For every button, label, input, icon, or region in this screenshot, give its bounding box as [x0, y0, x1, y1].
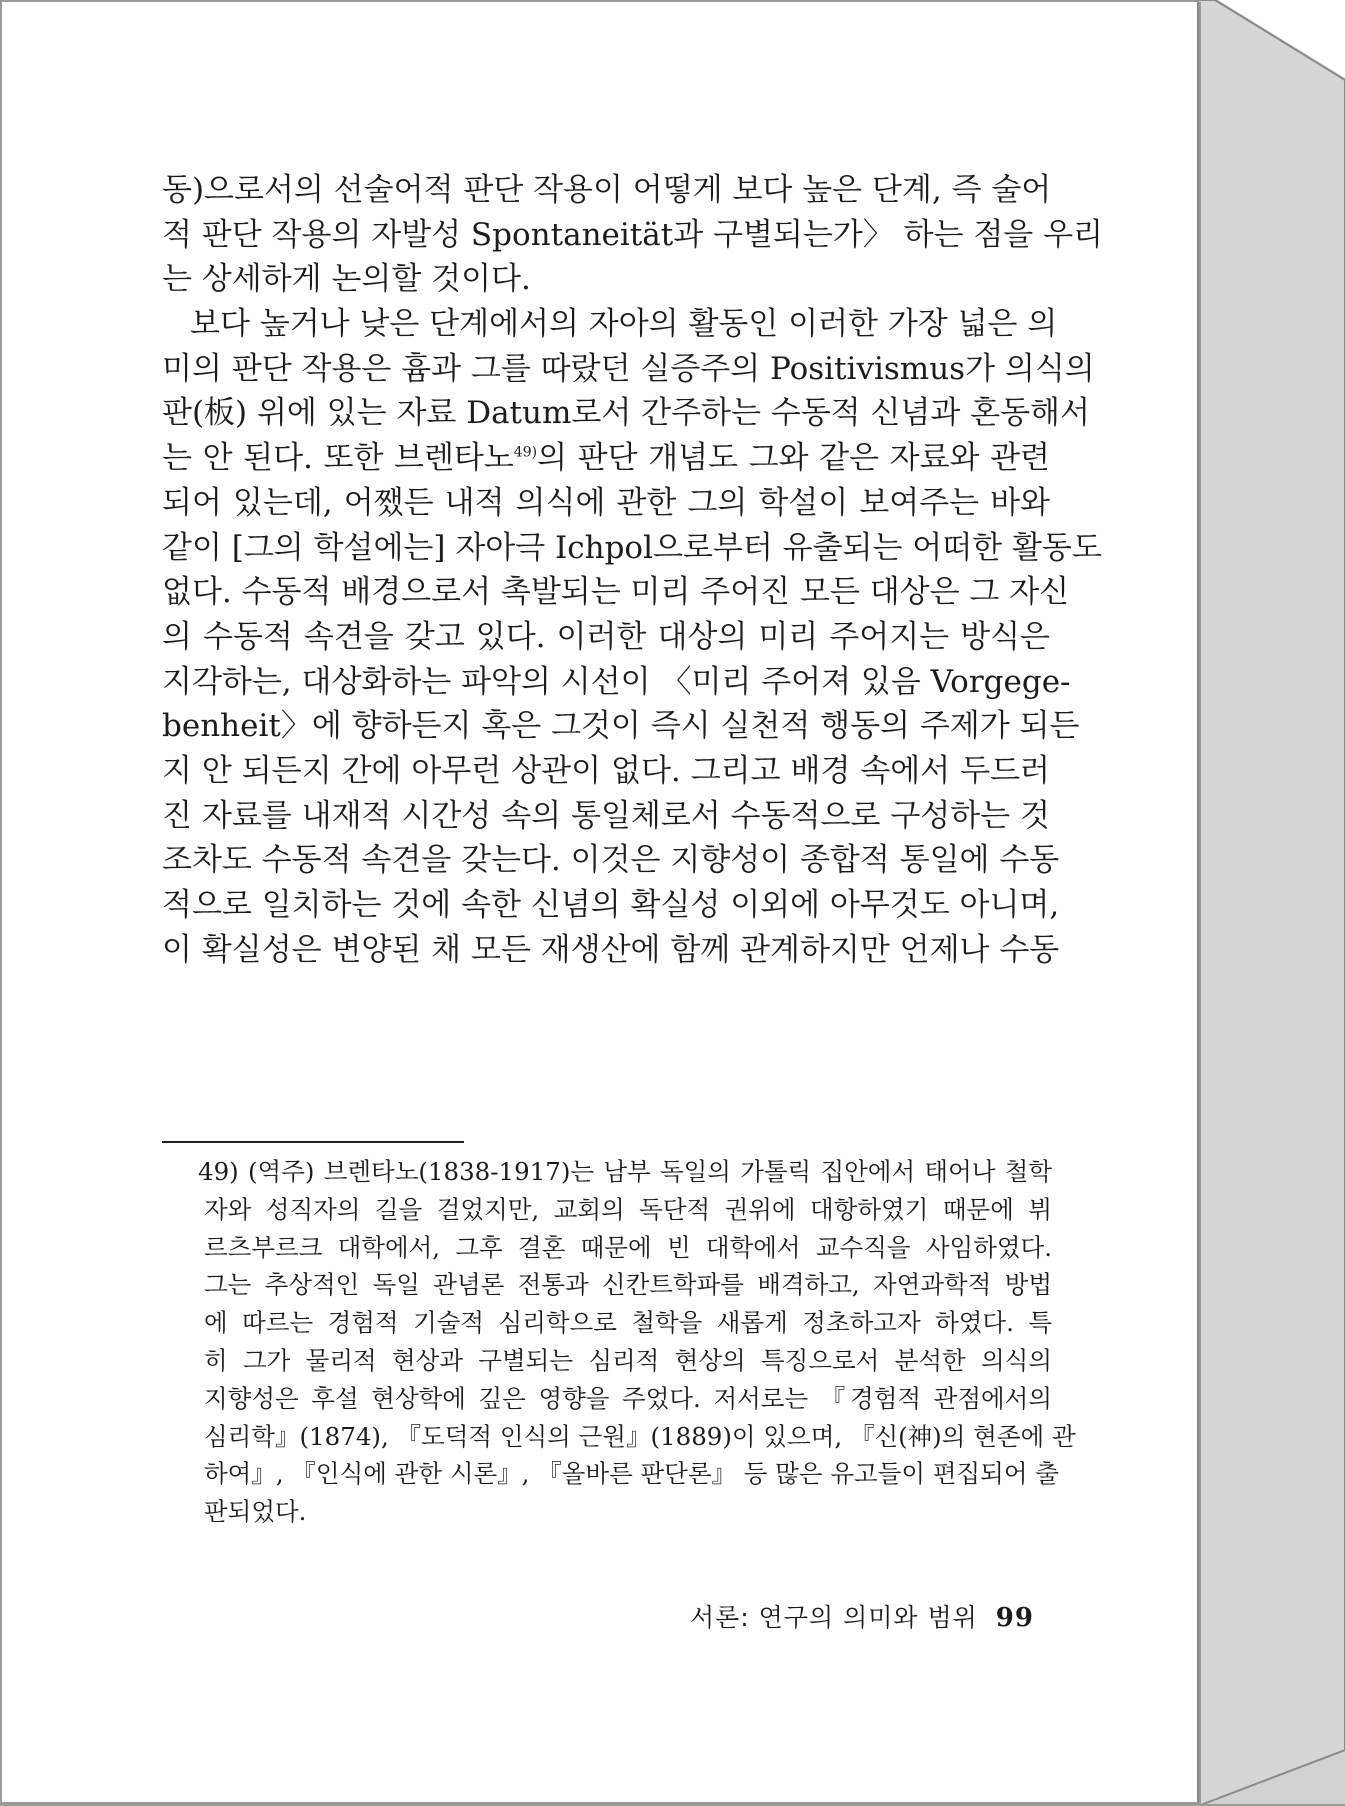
body-line-head: 는 안 된다. 또한 브렌타노	[162, 440, 514, 477]
footnote-line: 자와 성직자의 길을 걸었지만, 교회의 독단적 권위에 대항하였기 때문에 뷔	[204, 1194, 1052, 1224]
body-line: 판(板) 위에 있는 자료 Datum로서 간주하는 수동적 신념과 혼동해서	[162, 395, 1090, 432]
body-line: 의 수동적 속견을 갖고 있다. 이러한 대상의 미리 주어지는 방식은	[162, 618, 1050, 655]
page-footer	[690, 1598, 1034, 1634]
footnote-reference: 49)	[513, 444, 538, 461]
footnote-line: 히 그가 물리적 현상과 구별되는 심리적 현상의 특징으로서 분석한 의식의	[204, 1345, 1052, 1375]
body-line-with-footnote-ref	[162, 436, 1050, 481]
body-line: 보다 높거나 낮은 단계에서의 자아의 활동인 이러한 가장 넓은 의	[190, 306, 1058, 343]
footnote-line: 지향성은 후설 현상학에 깊은 영향을 주었다. 저서로는 『경험적 관점에서의	[204, 1383, 1052, 1413]
body-line: 적으로 일치하는 것에 속한 신념의 확실성 이외에 아무것도 아니며,	[162, 887, 1060, 923]
footnote-49	[162, 1153, 1076, 1531]
body-line: 지 안 되든지 간에 아무런 상관이 없다. 그리고 배경 속에서 두드러	[162, 752, 1050, 789]
body-line: 동)으로서의 선술어적 판단 작용이 어떻게 보다 높은 단계, 즉 술어	[162, 172, 1052, 208]
body-line: 조차도 수동적 속견을 갖는다. 이것은 지향성이 종합적 통일에 수동	[162, 842, 1060, 879]
body-line: 적 판단 작용의 자발성 Spontaneität과 구별되는가〉 하는 점을 우리	[162, 216, 1103, 253]
body-line: 진 자료를 내재적 시간성 속의 통일체로서 수동적으로 구성하는 것	[162, 797, 1050, 834]
footnote-line: 에 따르는 경험적 기술적 심리학으로 철학을 새롭게 정초하고자 하였다. 특	[204, 1308, 1052, 1338]
body-line-tail: 의 판단 개념도 그와 같은 자료와 관련	[537, 440, 1050, 477]
footnote-line: 판되었다.	[204, 1497, 307, 1527]
body-line: benheit〉에 향하든지 혹은 그것이 즉시 실천적 행동의 주제가 되든	[162, 708, 1080, 745]
body-text	[162, 168, 1103, 972]
footnote-separator	[162, 1141, 464, 1143]
footnote-line: 그는 추상적인 독일 관념론 전통과 신칸트학파를 배격하고, 자연과학적 방법	[204, 1270, 1052, 1300]
footnote-line: 심리학』(1874), 『도덕적 인식의 근원』(1889)이 있으며, 『신(神)의 현존에 관	[204, 1421, 1076, 1451]
body-line: 는 상세하게 논의할 것이다.	[162, 261, 531, 298]
running-title: 서론: 연구의 의미와 범위	[690, 1603, 978, 1632]
body-line: 이 확실성은 변양된 채 모든 재생산에 함께 관계하지만 언제나 수동	[162, 931, 1060, 968]
body-line: 같이 [그의 학설에는] 자아극 Ichpol으로부터 유출되는 어떠한 활동도	[162, 529, 1102, 566]
body-line: 지각하는, 대상화하는 파악의 시선이 〈미리 주어져 있음 Vorgege-	[162, 663, 1071, 700]
body-line: 미의 판단 작용은 흄과 그를 따랐던 실증주의 Positivismus가 의식의	[162, 350, 1095, 387]
body-line: 되어 있는데, 어쨌든 내적 의식에 관한 그의 학설이 보여주는 바와	[162, 484, 1050, 521]
footnote-line: 49) (역주) 브렌타노(1838-1917)는 남부 독일의 가톨릭 집안에서 태어나 철학	[198, 1157, 1052, 1186]
footnote-line: 르츠부르크 대학에서, 그후 결혼 때문에 빈 대학에서 교수직을 사임하였다.	[204, 1232, 1052, 1262]
body-line: 없다. 수동적 배경으로서 촉발되는 미리 주어진 모든 대상은 그 자신	[162, 574, 1070, 611]
footnote-line: 하여』, 『인식에 관한 시론』, 『올바른 판단론』 등 많은 유고들이 편집되어 출	[204, 1459, 1059, 1489]
page-number: 99	[995, 1603, 1034, 1633]
